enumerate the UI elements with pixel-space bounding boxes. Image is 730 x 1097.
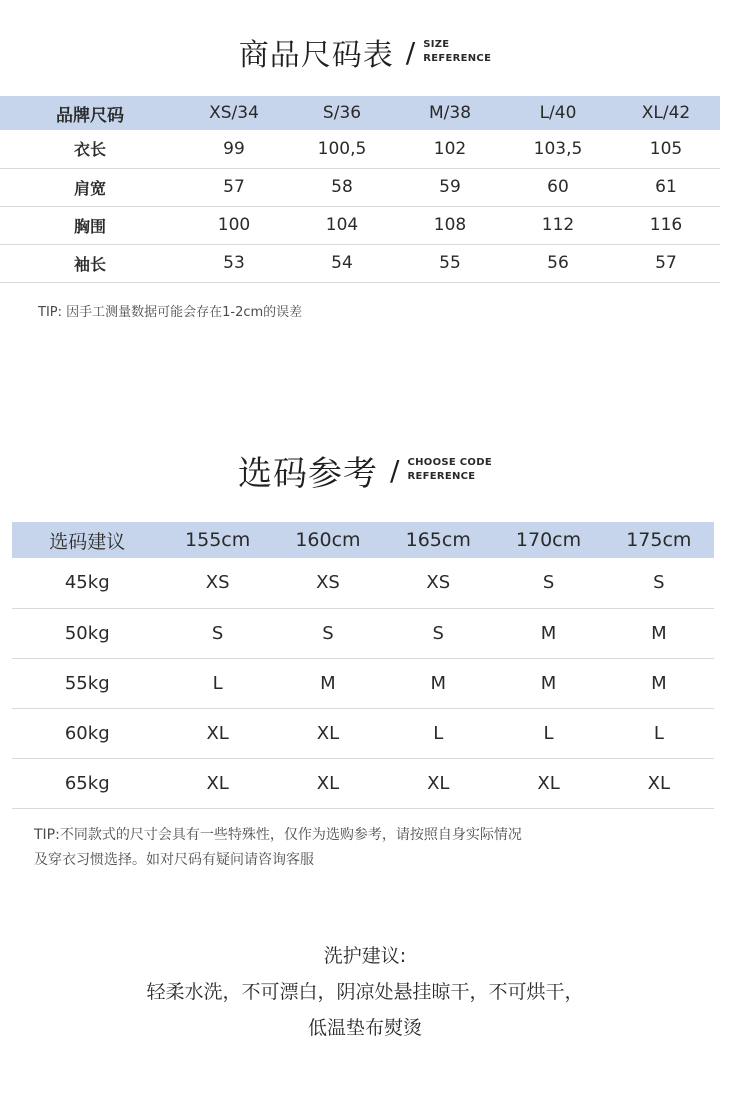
table-cell: XL: [604, 758, 714, 808]
row-label: 50kg: [12, 608, 163, 658]
table-cell: 116: [612, 206, 720, 244]
size-header-cell: XS/34: [180, 96, 288, 130]
choose-title-slash: /: [390, 453, 400, 487]
table-cell: 103,5: [504, 130, 612, 168]
table-cell: 53: [180, 244, 288, 282]
table-cell: M: [383, 658, 493, 708]
table-cell: 102: [396, 130, 504, 168]
table-cell: XL: [163, 758, 273, 808]
choose-header-cell: 160cm: [273, 522, 383, 558]
table-cell: 104: [288, 206, 396, 244]
table-row: [0, 206, 720, 244]
table-cell: M: [493, 608, 603, 658]
choose-header-cell: 175cm: [604, 522, 714, 558]
table-cell: M: [493, 658, 603, 708]
size-heading: [0, 32, 730, 72]
table-cell: 99: [180, 130, 288, 168]
care-line: 轻柔水洗，不可漂白，阴凉处悬挂晾干，不可烘干，: [146, 981, 584, 1003]
table-cell: 61: [612, 168, 720, 206]
table-row: [12, 608, 714, 658]
size-table-header: [0, 96, 720, 130]
table-row: [0, 244, 720, 282]
size-header-cell: S/36: [288, 96, 396, 130]
table-cell: S: [383, 608, 493, 658]
table-cell: XS: [273, 558, 383, 608]
table-cell: XL: [163, 708, 273, 758]
choose-header-cell: 165cm: [383, 522, 493, 558]
table-cell: L: [493, 708, 603, 758]
choose-heading: [0, 448, 730, 492]
table-row: [12, 658, 714, 708]
table-cell: L: [163, 658, 273, 708]
table-cell: XL: [493, 758, 603, 808]
table-cell: 55: [396, 244, 504, 282]
size-table: [0, 96, 720, 283]
size-tip: TIP: 因手工测量数据可能会存在1-2cm的误差: [38, 305, 303, 320]
choose-tip-line1: TIP:不同款式的尺寸会具有一些特殊性，仅作为选购参考，请按照自身实际情况: [34, 827, 522, 843]
table-cell: L: [383, 708, 493, 758]
table-cell: 59: [396, 168, 504, 206]
table-cell: S: [604, 558, 714, 608]
choose-title-en-line1: CHOOSE CODE: [407, 457, 492, 468]
table-row: [12, 558, 714, 608]
table-cell: S: [273, 608, 383, 658]
row-label: 45kg: [12, 558, 163, 608]
size-title: 商品尺码表: [238, 38, 394, 73]
row-label: 55kg: [12, 658, 163, 708]
table-row: [12, 758, 714, 808]
size-header-cell: M/38: [396, 96, 504, 130]
table-cell: XS: [163, 558, 273, 608]
row-label: 肩宽: [0, 168, 180, 206]
table-cell: 57: [180, 168, 288, 206]
table-cell: XL: [273, 708, 383, 758]
table-cell: S: [163, 608, 273, 658]
size-header-cell: L/40: [504, 96, 612, 130]
table-cell: M: [604, 658, 714, 708]
table-cell: M: [273, 658, 383, 708]
table-cell: S: [493, 558, 603, 608]
table-cell: 100,5: [288, 130, 396, 168]
table-row: [12, 708, 714, 758]
table-cell: M: [604, 608, 714, 658]
row-label: 胸围: [0, 206, 180, 244]
choose-title-en-line2: REFERENCE: [407, 471, 476, 482]
table-cell: 108: [396, 206, 504, 244]
choose-tip-line2: 及穿衣习惯选择。如对尺码有疑问请咨询客服: [34, 852, 314, 868]
size-header-cell: 品牌尺码: [0, 96, 180, 130]
row-label: 65kg: [12, 758, 163, 808]
table-cell: 105: [612, 130, 720, 168]
table-cell: XL: [383, 758, 493, 808]
choose-title: 选码参考: [238, 453, 379, 494]
size-title-en-line2: REFERENCE: [423, 53, 492, 64]
choose-title-en: [407, 456, 492, 484]
table-cell: 56: [504, 244, 612, 282]
table-cell: L: [604, 708, 714, 758]
row-label: 60kg: [12, 708, 163, 758]
choose-header-cell: 选码建议: [12, 522, 163, 558]
care-title: 洗护建议:: [323, 945, 407, 967]
table-row: [0, 168, 720, 206]
care-line: 低温垫布熨烫: [307, 1017, 422, 1039]
size-header-cell: XL/42: [612, 96, 720, 130]
table-row: [0, 130, 720, 168]
table-cell: 57: [612, 244, 720, 282]
table-cell: 54: [288, 244, 396, 282]
table-cell: 58: [288, 168, 396, 206]
choose-table-header: [12, 522, 714, 558]
choose-table: [12, 522, 714, 809]
size-title-en-line1: SIZE: [423, 39, 450, 50]
table-cell: 112: [504, 206, 612, 244]
choose-header-cell: 170cm: [493, 522, 603, 558]
table-cell: 100: [180, 206, 288, 244]
row-label: 袖长: [0, 244, 180, 282]
choose-header-cell: 155cm: [163, 522, 273, 558]
table-cell: 60: [504, 168, 612, 206]
table-cell: XS: [383, 558, 493, 608]
care-instructions: [0, 938, 730, 1046]
size-title-en: [423, 38, 491, 66]
choose-tip: [34, 823, 694, 873]
row-label: 衣长: [0, 130, 180, 168]
size-title-slash: /: [405, 35, 416, 69]
table-cell: XL: [273, 758, 383, 808]
